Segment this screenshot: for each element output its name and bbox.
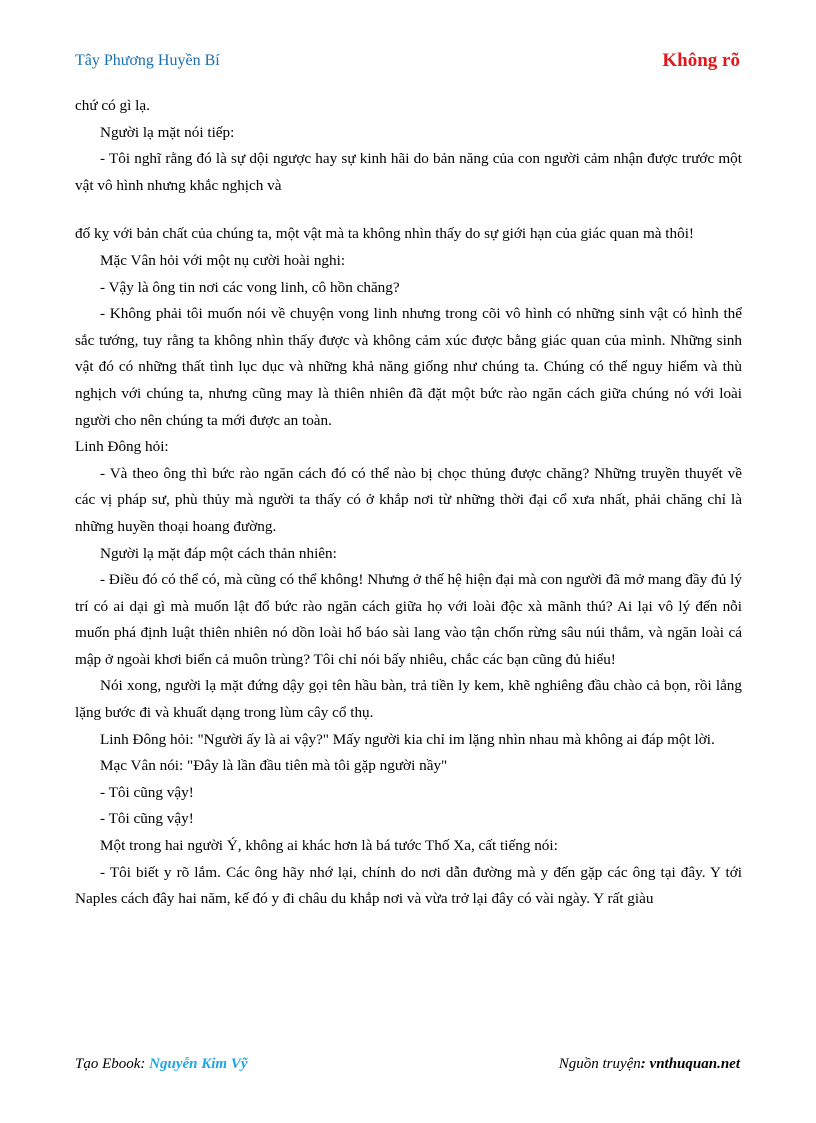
ebook-separator: : <box>140 1056 150 1072</box>
paragraph: - Tôi nghĩ rằng đó là sự dội ngược hay sự kinh hãi do bản năng của con người cảm nhận được trước một vật vô hình nhưng khắc nghịch và <box>75 150 742 194</box>
paragraph: - Không phải tôi muốn nói về chuyện vong linh nhưng trong cõi vô hình có những sinh vật có hình thể sắc tướng, tuy rằng ta không nhìn thấy được và không cảm xúc được bằng giác quan của mình. Những sinh vật đó có những thất tình lục dục và những khả năng giống như chúng ta. Chúng có thể nguy hiểm và thù nghịch với chúng ta, nhưng cũng may là thiên nhiên đã đặt một bức rào ngăn cách giữa chúng nó với loài người cho nên chúng ta mới được an toàn. <box>75 305 742 429</box>
paragraph: chứ có gì lạ. <box>75 97 150 114</box>
paragraph: Người lạ mặt đáp một cách thản nhiên: <box>100 544 337 562</box>
book-title: Tây Phương Huyền Bí <box>75 52 220 69</box>
paragraph: - Vậy là ông tin nơi các vong linh, cô hồn chăng? <box>100 278 400 296</box>
paragraph: Linh Đông hỏi: "Người ấy là ai vậy?" Mấy người kia chỉ im lặng nhìn nhau mà không ai đáp một lời. <box>100 730 715 748</box>
source-credit <box>559 1056 740 1073</box>
paragraph: Mạc Vân nói: "Đây là lần đầu tiên mà tôi gặp người nầy" <box>100 757 448 775</box>
source-site: vnthuquan.net <box>649 1056 740 1072</box>
source-label: Nguồn truyện <box>558 1056 641 1072</box>
paragraph: - Và theo ông thì bức rào ngăn cách đó có thể nào bị chọc thủng được chăng? Những truyền thuyết về các vị pháp sư, phù thủy mà người ta thấy có ở khắp nơi từ những thời đại cổ xưa nhất, phải chăng chỉ là những huyền thoại hoang đường. <box>75 464 742 535</box>
paragraph: Nói xong, người lạ mặt đứng dậy gọi tên hầu bàn, trả tiền ly kem, khẽ nghiêng đầu chào cả bọn, rồi lẳng lặng bước đi và khuất dạng trong lùm cây cổ thụ. <box>75 677 742 722</box>
paragraph: Người lạ mặt nói tiếp: <box>100 123 235 141</box>
paragraph: - Điều đó có thể có, mà cũng có thể không! Nhưng ở thế hệ hiện đại mà con người đã mở mang đầy đủ lý trí có ai dại gì mà muốn lật đổ bức rào ngăn cách giữa họ với loài độc xà mãnh thú? Ai lại vô lý đến nỗi muốn phá định luật thiên nhiên nó dồn loài hổ báo sài lang vào tận chốn rừng sâu núi thẳm, và ngăn loài cá mập ở ngoài khơi biển cả muôn trùng? Tôi chỉ nói bấy nhiêu, chắc các bạn cũng đủ hiểu! <box>75 571 742 668</box>
paragraph: - Tôi cũng vậy! <box>100 783 194 801</box>
page-body <box>75 93 742 913</box>
paragraph: - Tôi cũng vậy! <box>100 810 194 828</box>
ebook-credit <box>75 1056 248 1073</box>
ebook-label: Tạo Ebook <box>75 1056 141 1072</box>
source-separator: : <box>640 1056 650 1072</box>
paragraph: Một trong hai người Ý, không ai khác hơn là bá tước Thố Xa, cất tiếng nói: <box>100 837 558 855</box>
paragraph: Linh Đông hỏi: <box>75 438 169 456</box>
paragraph: Mặc Vân hỏi với một nụ cười hoài nghi: <box>100 251 346 269</box>
ebook-creator-name: Nguyễn Kim Vỹ <box>149 1056 248 1072</box>
paragraph: đố kỵ với bản chất của chúng ta, một vật mà ta không nhìn thấy do sự giới hạn của giác quan mà thôi! <box>75 225 694 243</box>
book-author: Không rõ <box>662 50 740 71</box>
paragraph: - Tôi biết y rõ lắm. Các ông hãy nhớ lại, chính do nơi dẫn đường mà y đến gặp các ông tại đây. Y tới Naples cách đây hai năm, kế đó y đi châu du khắp nơi và vừa trở lại đây có vài ngày. Y rất giàu <box>75 863 742 908</box>
